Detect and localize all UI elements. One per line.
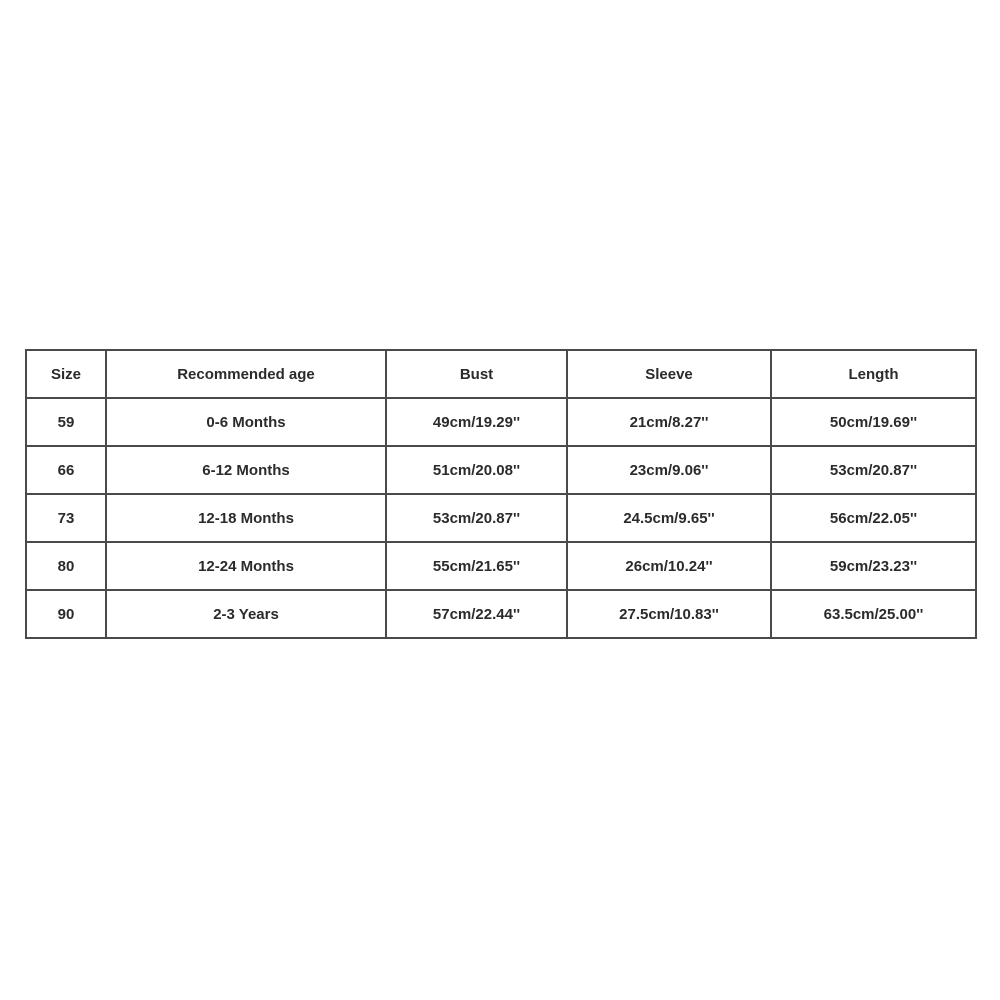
- table-row: [26, 590, 976, 638]
- cell-sleeve: 23cm/9.06'': [567, 446, 771, 494]
- cell-size: 80: [26, 542, 106, 590]
- cell-sleeve: 24.5cm/9.65'': [567, 494, 771, 542]
- cell-length: 59cm/23.23'': [771, 542, 976, 590]
- cell-size: 90: [26, 590, 106, 638]
- cell-sleeve: 26cm/10.24'': [567, 542, 771, 590]
- table-row: [26, 542, 976, 590]
- cell-recommended-age: 6-12 Months: [106, 446, 386, 494]
- cell-length: 50cm/19.69'': [771, 398, 976, 446]
- cell-recommended-age: 2-3 Years: [106, 590, 386, 638]
- header-sleeve: Sleeve: [567, 350, 771, 398]
- cell-recommended-age: 12-18 Months: [106, 494, 386, 542]
- table-row: [26, 494, 976, 542]
- cell-sleeve: 27.5cm/10.83'': [567, 590, 771, 638]
- cell-bust: 57cm/22.44'': [386, 590, 567, 638]
- cell-size: 73: [26, 494, 106, 542]
- table-row: [26, 398, 976, 446]
- cell-length: 53cm/20.87'': [771, 446, 976, 494]
- header-length: Length: [771, 350, 976, 398]
- header-row: [26, 350, 976, 398]
- header-size: Size: [26, 350, 106, 398]
- cell-sleeve: 21cm/8.27'': [567, 398, 771, 446]
- table-row: [26, 446, 976, 494]
- cell-bust: 55cm/21.65'': [386, 542, 567, 590]
- cell-recommended-age: 12-24 Months: [106, 542, 386, 590]
- cell-size: 66: [26, 446, 106, 494]
- cell-size: 59: [26, 398, 106, 446]
- cell-bust: 49cm/19.29'': [386, 398, 567, 446]
- cell-recommended-age: 0-6 Months: [106, 398, 386, 446]
- cell-length: 63.5cm/25.00'': [771, 590, 976, 638]
- header-recommended-age: Recommended age: [106, 350, 386, 398]
- cell-length: 56cm/22.05'': [771, 494, 976, 542]
- size-chart-table: [25, 349, 977, 639]
- cell-bust: 53cm/20.87'': [386, 494, 567, 542]
- cell-bust: 51cm/20.08'': [386, 446, 567, 494]
- header-bust: Bust: [386, 350, 567, 398]
